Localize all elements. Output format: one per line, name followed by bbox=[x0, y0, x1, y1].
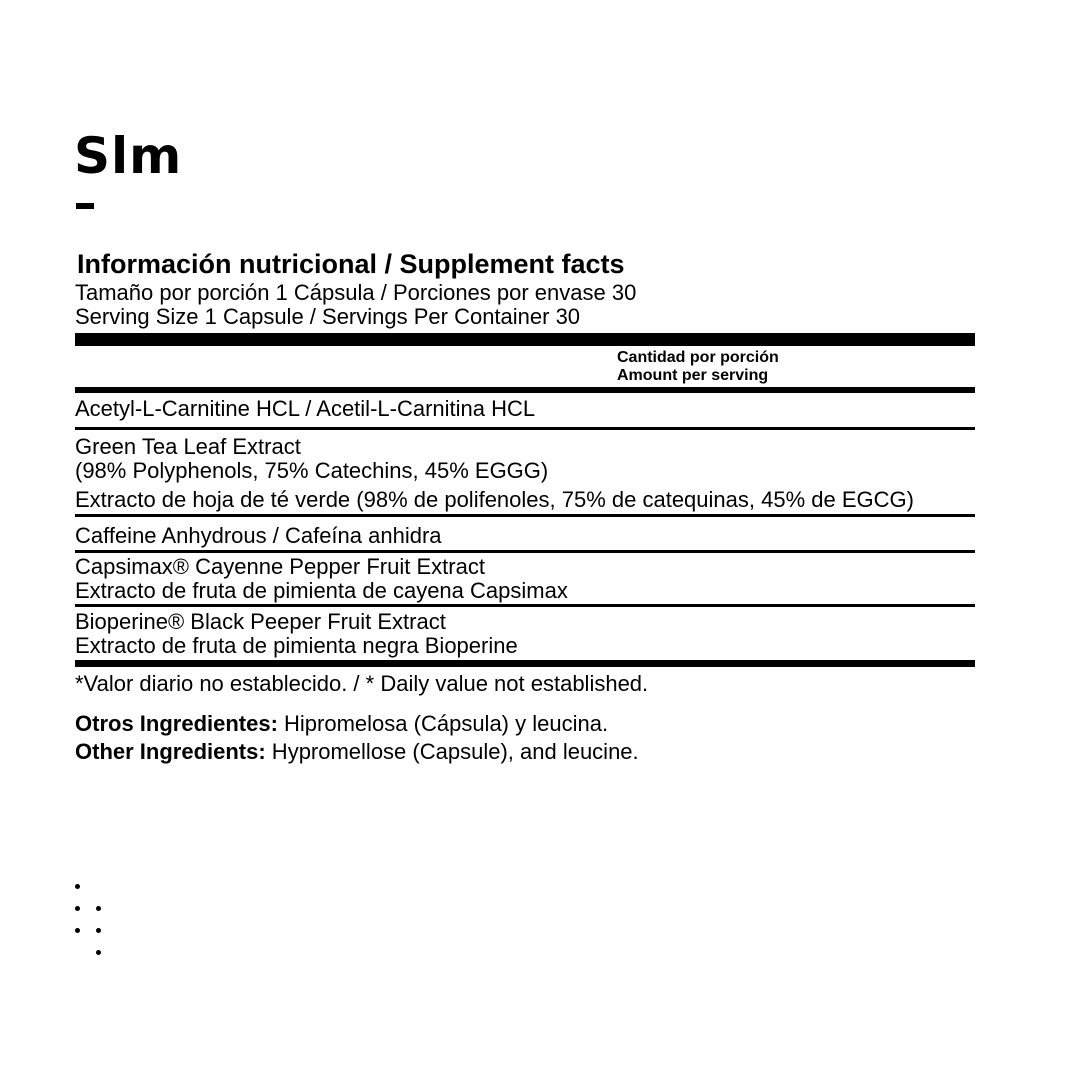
braille-dot bbox=[96, 906, 101, 911]
braille-dot bbox=[96, 950, 101, 955]
ingredient-line: Extracto de fruta de pimienta negra Bioperine bbox=[75, 633, 518, 658]
braille-dot bbox=[75, 928, 80, 933]
daily-value-footnote: *Valor diario no establecido. / * Daily value not established. bbox=[75, 671, 649, 696]
braille-dot bbox=[75, 884, 80, 889]
braille-dot bbox=[75, 906, 80, 911]
amount-header-en: Amount per serving bbox=[617, 367, 769, 384]
other-ingredients-es-text: Hipromelosa (Cápsula) y leucina. bbox=[277, 711, 609, 736]
other-ingredients-es bbox=[75, 710, 975, 738]
other-ingredients-en bbox=[75, 738, 975, 766]
serving-size-en: Serving Size 1 Capsule / Servings Per Container 30 bbox=[75, 304, 581, 329]
ingredient-line: Acetyl-L-Carnitine HCL / Acetil-L-Carnitina HCL bbox=[75, 396, 536, 421]
ingredient-row bbox=[75, 553, 975, 604]
amount-header-es: Cantidad por porción bbox=[617, 349, 779, 366]
panel-title: Información nutricional / Supplement facts bbox=[77, 249, 625, 279]
ingredient-line: Capsimax® Cayenne Pepper Fruit Extract bbox=[75, 554, 485, 579]
divider-thick bbox=[75, 333, 975, 346]
ingredient-row bbox=[75, 430, 975, 514]
other-ingredients-es-label: Otros Ingredientes: bbox=[75, 711, 278, 736]
brand-logo: Slm bbox=[74, 127, 183, 185]
amount-header bbox=[75, 346, 975, 387]
other-ingredients-en-label: Other Ingredients: bbox=[75, 739, 266, 764]
ingredient-line: Bioperine® Black Peeper Fruit Extract bbox=[75, 609, 446, 634]
ingredient-line: Extracto de fruta de pimienta de cayena Capsimax bbox=[75, 578, 568, 603]
ingredient-line: Caffeine Anhydrous / Cafeína anhidra bbox=[75, 523, 442, 548]
other-ingredients bbox=[75, 710, 975, 766]
logo-dash bbox=[76, 203, 94, 209]
serving-size-es: Tamaño por porción 1 Cápsula / Porciones por envase 30 bbox=[75, 280, 637, 305]
braille-dot bbox=[96, 928, 101, 933]
ingredient-line: Green Tea Leaf Extract bbox=[75, 434, 301, 459]
ingredient-line: (98% Polyphenols, 75% Catechins, 45% EGGG) bbox=[75, 458, 549, 483]
divider-thick-bottom bbox=[75, 660, 975, 667]
ingredient-line: Extracto de hoja de té verde (98% de polifenoles, 75% de catequinas, 45% de EGCG) bbox=[75, 487, 914, 512]
other-ingredients-en-text: Hypromellose (Capsule), and leucine. bbox=[265, 739, 639, 764]
supplement-facts-panel bbox=[75, 247, 975, 766]
ingredient-row bbox=[75, 393, 975, 427]
ingredient-row bbox=[75, 517, 975, 550]
ingredient-row bbox=[75, 607, 975, 660]
